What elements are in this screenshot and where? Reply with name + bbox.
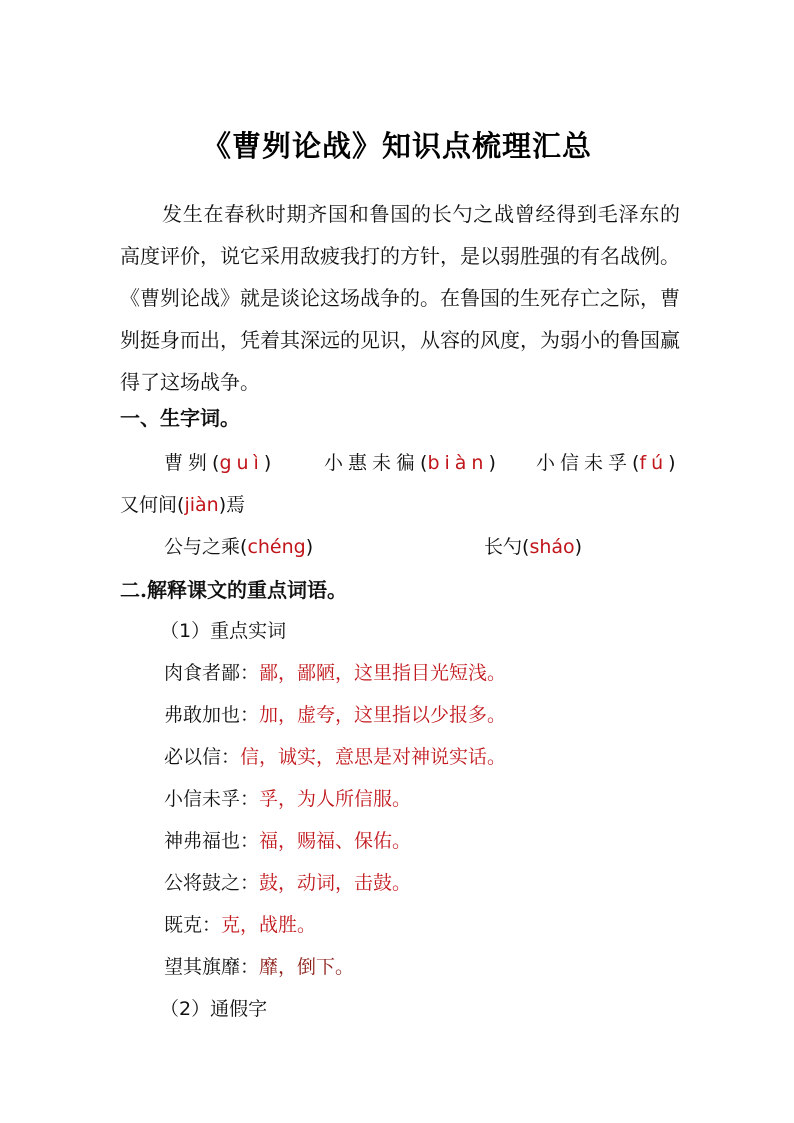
pinyin: jiàn: [184, 494, 219, 516]
vocab-item: 小惠未徧(biàn): [324, 452, 496, 474]
section-heading-key-words: 二.解释课文的重点词语。: [120, 578, 347, 602]
document-title: 《曹刿论战》知识点梳理汇总: [201, 129, 592, 163]
subheading-content-words: （1）重点实词: [160, 620, 287, 642]
pinyin: sháo: [529, 536, 575, 558]
subheading-interchangeable-chars: （2）通假字: [160, 998, 268, 1020]
vocab-item: 又何间(jiàn)焉: [120, 494, 246, 516]
definition-entry: 小信未孚：孚，为人所信服。: [164, 788, 412, 810]
definition-entry: 肉食者鄙：鄙，鄙陋，这里指目光短浅。: [164, 662, 507, 684]
pinyin: biàn: [427, 452, 489, 474]
section-heading-vocabulary: 一、生字词。: [120, 406, 240, 430]
definition-entry: 望其旗靡：靡，倒下。: [164, 956, 355, 978]
intro-paragraph: 发生在春秋时期齐国和鲁国的长勺之战曾经得到毛泽东的高度评价，说它采用敌疲我打的方针，是以弱胜强的有名战例。《曹刿论战》就是谈论这场战争的。在鲁国的生死存亡之际，曹刿挺身而出，凭着其深远的见识，从容的风度，为弱小的鲁国赢得了这场战争。: [120, 202, 680, 394]
pinyin: guì: [219, 452, 264, 474]
vocab-item: 长勺(sháo): [484, 536, 583, 558]
definition-entry: 弗敢加也：加，虚夸，这里指以少报多。: [164, 704, 507, 726]
vocab-item: 小信未孚(fú): [536, 452, 676, 474]
definition-entry: 神弗福也：福，赐福、保佑。: [164, 830, 412, 852]
definition-entry: 必以信：信，诚实，意思是对神说实话。: [164, 746, 507, 768]
definition-entry: 公将鼓之：鼓，动词，击鼓。: [164, 872, 412, 894]
pinyin: chéng: [247, 536, 306, 558]
definition-entry: 既克：克，战胜。: [164, 914, 317, 936]
vocab-item: 曹刿(guì): [164, 452, 272, 474]
vocab-item: 公与之乘(chéng): [164, 536, 314, 558]
pinyin: fú: [639, 452, 669, 474]
